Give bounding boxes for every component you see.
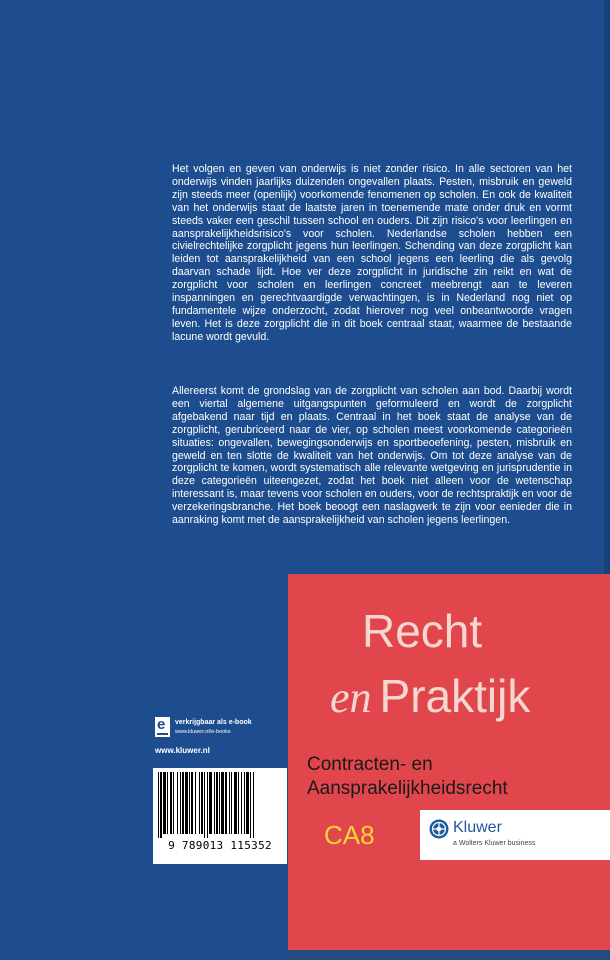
barcode-bar: [241, 772, 242, 834]
barcode-bar: [199, 772, 200, 834]
barcode-bar: [201, 772, 203, 834]
barcode-bar: [246, 772, 249, 834]
series-title-line2: [330, 669, 530, 723]
series-title-en: en: [330, 673, 372, 722]
ebook-url: www.kluwer.nl/e-books: [175, 729, 231, 735]
publisher-website: www.kluwer.nl: [155, 746, 210, 755]
barcode-bar: [163, 772, 166, 834]
barcode-bar: [177, 772, 178, 834]
subtitle-line-1: Contracten- en: [307, 754, 433, 775]
barcode-bar: [214, 772, 215, 834]
barcode-bar: [209, 772, 212, 834]
isbn-number: 9 789013 115352: [168, 839, 272, 852]
barcode-bar: [207, 772, 208, 838]
publisher-logo-box: [420, 810, 610, 860]
barcode-bar: [221, 772, 224, 834]
barcode-bar: [253, 772, 254, 838]
barcode-bar: [195, 772, 196, 834]
barcode-bar: [173, 772, 174, 834]
barcode-bar: [160, 772, 162, 838]
blurb-paragraph-2: Allereerst komt de grondslag van de zorgplicht van scholen aan bod. Daarbij wordt een viertal algemene uitgangspunten geformuleerd en wordt de zorgplicht afgebakend naar tijd en plaats. Centraal in het boek staat de analyse van de zorgplicht, gerubriceerd naar de vier, op scholen meest voorkomende categorieën situaties: ongevallen, bewegingsonderwijs en sportbeoefening, pesten, misbruik en geweld en ten slotte de kwaliteit van het onderwijs. Om tot deze analyse van de zorgplicht te komen, wordt systematisch alle relevante wetgeving en jurisprudentie in deze categorieën uiteengezet, zodat het boek niet alleen voor de wetenschap interessant is, maar tevens voor scholen en ouders, voor de rechtspraktijk en voor de verzekeringsbranche. Het boek beoogt een naslagwerk te zijn voor eenieder die in aanraking komt met de aansprakelijkheid van scholen jegens leerlingen.: [172, 385, 572, 527]
series-title-recht: Recht: [362, 605, 483, 657]
barcode-bar: [216, 772, 218, 834]
barcode-bar: [185, 772, 188, 834]
barcode-bars: [156, 772, 284, 838]
barcode-bar: [234, 772, 237, 834]
barcode-bar: [204, 772, 205, 838]
ebook-label: verkrijgbaar als e-book: [175, 719, 252, 726]
bottom-strip: [288, 950, 610, 960]
barcode-bar: [238, 772, 239, 834]
barcode-bar: [229, 772, 230, 834]
barcode-bar: [225, 772, 227, 834]
barcode-bar: [250, 772, 251, 838]
series-code: CA8: [324, 820, 375, 850]
barcode-bar: [231, 772, 232, 834]
series-title-praktijk: Praktijk: [379, 670, 531, 722]
barcode-bar: [182, 772, 184, 834]
barcode-bar: [191, 772, 193, 834]
kluwer-logo-icon: [429, 819, 449, 839]
barcode-bar: [170, 772, 172, 834]
barcode-bar: [180, 772, 181, 834]
subtitle-line-2: Aansprakelijkheidsrecht: [307, 778, 508, 799]
barcode-bar: [167, 772, 168, 834]
isbn-barcode: [153, 768, 287, 864]
barcode-bar: [219, 772, 220, 834]
publisher-name: Kluwer: [453, 819, 502, 836]
barcode-bar: [244, 772, 245, 834]
blurb-paragraph-1: Het volgen en geven van onderwijs is niet zonder risico. In alle sectoren van het onderwijs vinden jaarlijks duizenden ongevallen plaats. Pesten, misbruik en geweld zijn steeds meer (openlijk) voorkomende fenomenen op scholen. En ook de kwaliteit van het onderwijs staat de laatste jaren in toenemende mate onder druk en vormt steeds vaker een geschil tussen school en ouders. Dit zijn risico's voor leerlingen en aansprakelijkheidsrisico's voor scholen. Nederlandse scholen hebben een civielrechtelijke zorgplicht jegens hun leerlingen. Schending van deze zorgplicht kan leiden tot aansprakelijkheid van een school jegens een leerling die als gevolg daarvan schade lijdt. Hoe ver deze zorgplicht in juridische zin reikt en wat de zorgplicht voor scholen en leerlingen concreet meebrengt aan te leveren inspanningen en gerechtvaardigde verwachtingen, is in Nederland nog niet op fundamentele wijze onderzocht, zodat hierover nog veel onbeantwoorde vragen leven. Het is deze zorgplicht die in dit boek centraal staat, waarmee de bestaande lacune wordt gevuld.: [172, 163, 572, 343]
ebook-icon: e: [155, 717, 170, 737]
barcode-bar: [158, 772, 159, 838]
barcode-bar: [189, 772, 190, 834]
publisher-tagline: a Wolters Kluwer business: [453, 840, 536, 847]
